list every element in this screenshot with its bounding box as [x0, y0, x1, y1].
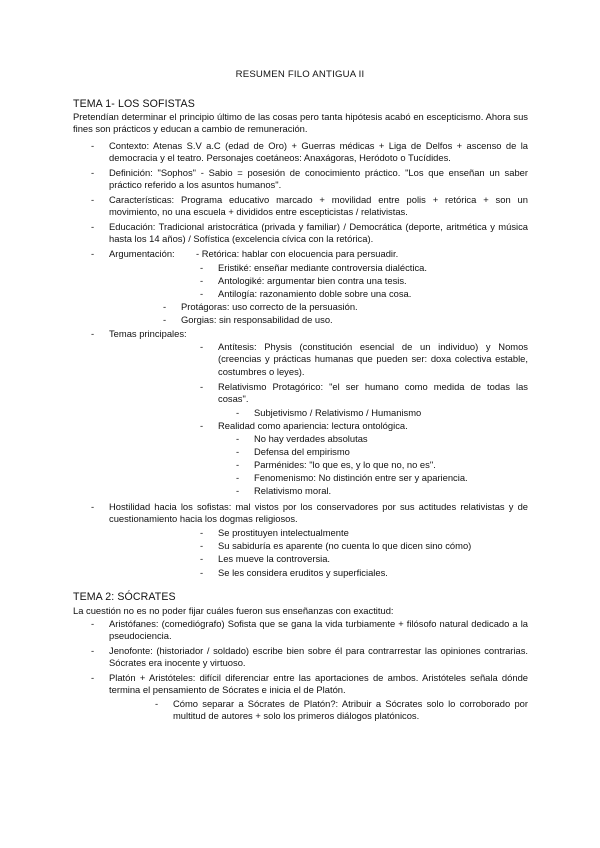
educacion-text: Educación: Tradicional aristocrática (privada y familiar) / Democrática (deporte, aritmética y música hasta los 14 años) / Sofística (excelencia cívica con la retórica).: [109, 221, 528, 245]
realidad-text: Realidad como apariencia: lectura ontológica.: [218, 420, 408, 431]
protagoras-text: Protágoras: uso correcto de la persuasión.: [181, 301, 358, 312]
tema2-heading: TEMA 2: SÓCRATES: [73, 591, 176, 603]
relativismo-item: - Relativismo Protagórico: "el ser humano como medida de todas las cosas".: [200, 381, 528, 405]
sabiduria-item: - Su sabiduría es aparente (no cuenta lo que dicen sino cómo): [200, 540, 472, 551]
platon-aristoteles-item: - Platón + Aristóteles: difícil diferenciar entre las aportaciones de ambos. Aristóteles señala dónde termina el pensamiento de Sócrates e inicia el de Platón.: [91, 672, 528, 696]
tema1-heading: TEMA 1- LOS SOFISTAS: [73, 98, 195, 110]
protagoras-item: - Protágoras: uso correcto de la persuasión.: [163, 301, 358, 312]
parmenides-text: Parménides: "lo que es, y lo que no, no es".: [254, 459, 436, 470]
tema2-intro: La cuestión no es no poder fijar cuáles fueron sus enseñanzas con exactitud:: [73, 605, 394, 616]
definicion-item: - Definición: "Sophos" - Sabio = posesión de conocimiento práctico. "Los que enseñan un saber práctico referido a los asuntos humanos".: [91, 167, 528, 191]
subjetivismo-text: Subjetivismo / Relativismo / Humanismo: [254, 407, 422, 418]
no-verdades-item: - No hay verdades absolutas: [236, 433, 368, 444]
gorgias-text: Gorgias: sin responsabilidad de uso.: [181, 314, 333, 325]
jenofonte-text: Jenofonte: (historiador / soldado) escribe bien sobre él para contrarrestar las opiniones contrarias. Sócrates era inocente y virtuoso.: [109, 645, 528, 669]
prostituyen-text: Se prostituyen intelectualmente: [218, 527, 349, 538]
antologike-item: - Antologiké: argumentar bien contra una tesis.: [200, 275, 407, 286]
aristofanes-item: - Aristófanes: (comediógrafo) Sofista que se gana la vida turbiamente + filósofo natural dedicado a la pseudociencia.: [91, 618, 528, 642]
subjetivismo-item: - Subjetivismo / Relativismo / Humanismo: [236, 407, 422, 418]
document-title: RESUMEN FILO ANTIGUA II: [235, 69, 365, 80]
eristike-item: - Eristiké: enseñar mediante controversia dialéctica.: [200, 262, 427, 273]
eruditos-text: Se les considera eruditos y superficiales.: [218, 567, 388, 578]
antilogia-item: - Antilogía: razonamiento doble sobre una cosa.: [200, 288, 412, 299]
antitesis-item: - Antítesis: Physis (constitución esencial de un individuo) y Nomos (creencias y prácticas humanas que pueden ser: doxa colectiva estable, costumbres o leyes).: [200, 341, 528, 377]
definicion-text: Definición: "Sophos" - Sabio = posesión de conocimiento práctico. "Los que enseñan un saber práctico referido a los asuntos humanos".: [109, 167, 528, 191]
defensa-item: - Defensa del empirismo: [236, 446, 350, 457]
defensa-text: Defensa del empirismo: [254, 446, 350, 457]
no-verdades-text: No hay verdades absolutas: [254, 433, 368, 444]
temas-text: Temas principales:: [109, 328, 187, 339]
gorgias-item: - Gorgias: sin responsabilidad de uso.: [163, 314, 333, 325]
como-separar-text: Cómo separar a Sócrates de Platón?: Atribuir a Sócrates solo lo corroborado por multitud de autores + solo los primeros diálogos platónicos.: [173, 698, 528, 722]
relativismo-moral-text: Relativismo moral.: [254, 485, 332, 496]
educacion-item: - Educación: Tradicional aristocrática (privada y familiar) / Democrática (deporte, aritmética y música hasta los 14 años) / Sofística (excelencia cívica con la retórica).: [91, 221, 528, 245]
controversia-item: - Les mueve la controversia.: [200, 553, 331, 564]
argumentacion-text: Argumentación:: [109, 248, 175, 259]
contexto-item: - Contexto: Atenas S.V a.C (edad de Oro) + Guerras médicas + Liga de Delfos + ascenso de la democracia y el teatro. Personajes coetáneos: Anaxágoras, Heródoto o Tucídides.: [91, 140, 528, 164]
caracteristicas-item: - Características: Programa educativo marcado + movilidad entre polis + retórica + son un movimiento, no una escuela + divididos entre escepticistas / relativistas.: [91, 194, 528, 218]
antitesis-text: Antítesis: Physis (constitución esencial de un individuo) y Nomos (creencias y prácticas humanas que pueden ser: doxa colectiva estable, costumbres o leyes).: [218, 341, 528, 377]
eruditos-item: - Se les considera eruditos y superficiales.: [200, 567, 388, 578]
como-separar-item: - Cómo separar a Sócrates de Platón?: Atribuir a Sócrates solo lo corroborado por multitud de autores + solo los primeros diálogos platónicos.: [155, 698, 528, 722]
argumentacion-item: - Argumentación:: [91, 248, 175, 259]
temas-item: - Temas principales:: [91, 328, 187, 339]
prostituyen-item: - Se prostituyen intelectualmente: [200, 527, 349, 538]
eristike-text: Eristiké: enseñar mediante controversia dialéctica.: [218, 262, 427, 273]
realidad-item: - Realidad como apariencia: lectura ontológica.: [200, 420, 408, 431]
fenomenismo-item: - Fenomenismo: No distinción entre ser y apariencia.: [236, 472, 468, 483]
caracteristicas-text: Características: Programa educativo marcado + movilidad entre polis + retórica + son un movimiento, no una escuela + divididos entre escepticistas / relativistas.: [109, 194, 528, 218]
contexto-text: Contexto: Atenas S.V a.C (edad de Oro) + Guerras médicas + Liga de Delfos + ascenso de la democracia y el teatro. Personajes coetáneos: Anaxágoras, Heródoto o Tucídides.: [109, 140, 528, 164]
antologike-text: Antologiké: argumentar bien contra una tesis.: [218, 275, 407, 286]
aristofanes-text: Aristófanes: (comediógrafo) Sofista que se gana la vida turbiamente + filósofo natural dedicado a la pseudociencia.: [109, 618, 528, 642]
antilogia-text: Antilogía: razonamiento doble sobre una cosa.: [218, 288, 412, 299]
hostilidad-text: Hostilidad hacia los sofistas: mal vistos por los conservadores por sus actitudes relativistas y de cuestionamiento hacia los dogmas religiosos.: [109, 501, 528, 525]
relativismo-text: Relativismo Protagórico: "el ser humano como medida de todas las cosas".: [218, 381, 528, 405]
controversia-text: Les mueve la controversia.: [218, 553, 331, 564]
jenofonte-item: - Jenofonte: (historiador / soldado) escribe bien sobre él para contrarrestar las opiniones contrarias. Sócrates era inocente y virtuoso.: [91, 645, 528, 669]
platon-aristoteles-text: Platón + Aristóteles: difícil diferenciar entre las aportaciones de ambos. Aristóteles señala dónde termina el pensamiento de Sócrates e inicia el de Platón.: [109, 672, 528, 696]
sabiduria-text: Su sabiduría es aparente (no cuenta lo que dicen sino cómo): [218, 540, 472, 551]
fenomenismo-text: Fenomenismo: No distinción entre ser y apariencia.: [254, 472, 468, 483]
hostilidad-item: - Hostilidad hacia los sofistas: mal vistos por los conservadores por sus actitudes relativistas y de cuestionamiento hacia los dogmas religiosos.: [91, 501, 528, 525]
parmenides-item: - Parménides: "lo que es, y lo que no, no es".: [236, 459, 436, 470]
tema1-intro: Pretendían determinar el principio último de las cosas pero tanta hipótesis acabó en escepticismo. Ahora sus fines son prácticos y educan a cambio de remuneración.: [73, 111, 528, 135]
retorica-text: - Retórica: hablar con elocuencia para persuadir.: [196, 248, 399, 259]
relativismo-moral-item: - Relativismo moral.: [236, 485, 332, 496]
